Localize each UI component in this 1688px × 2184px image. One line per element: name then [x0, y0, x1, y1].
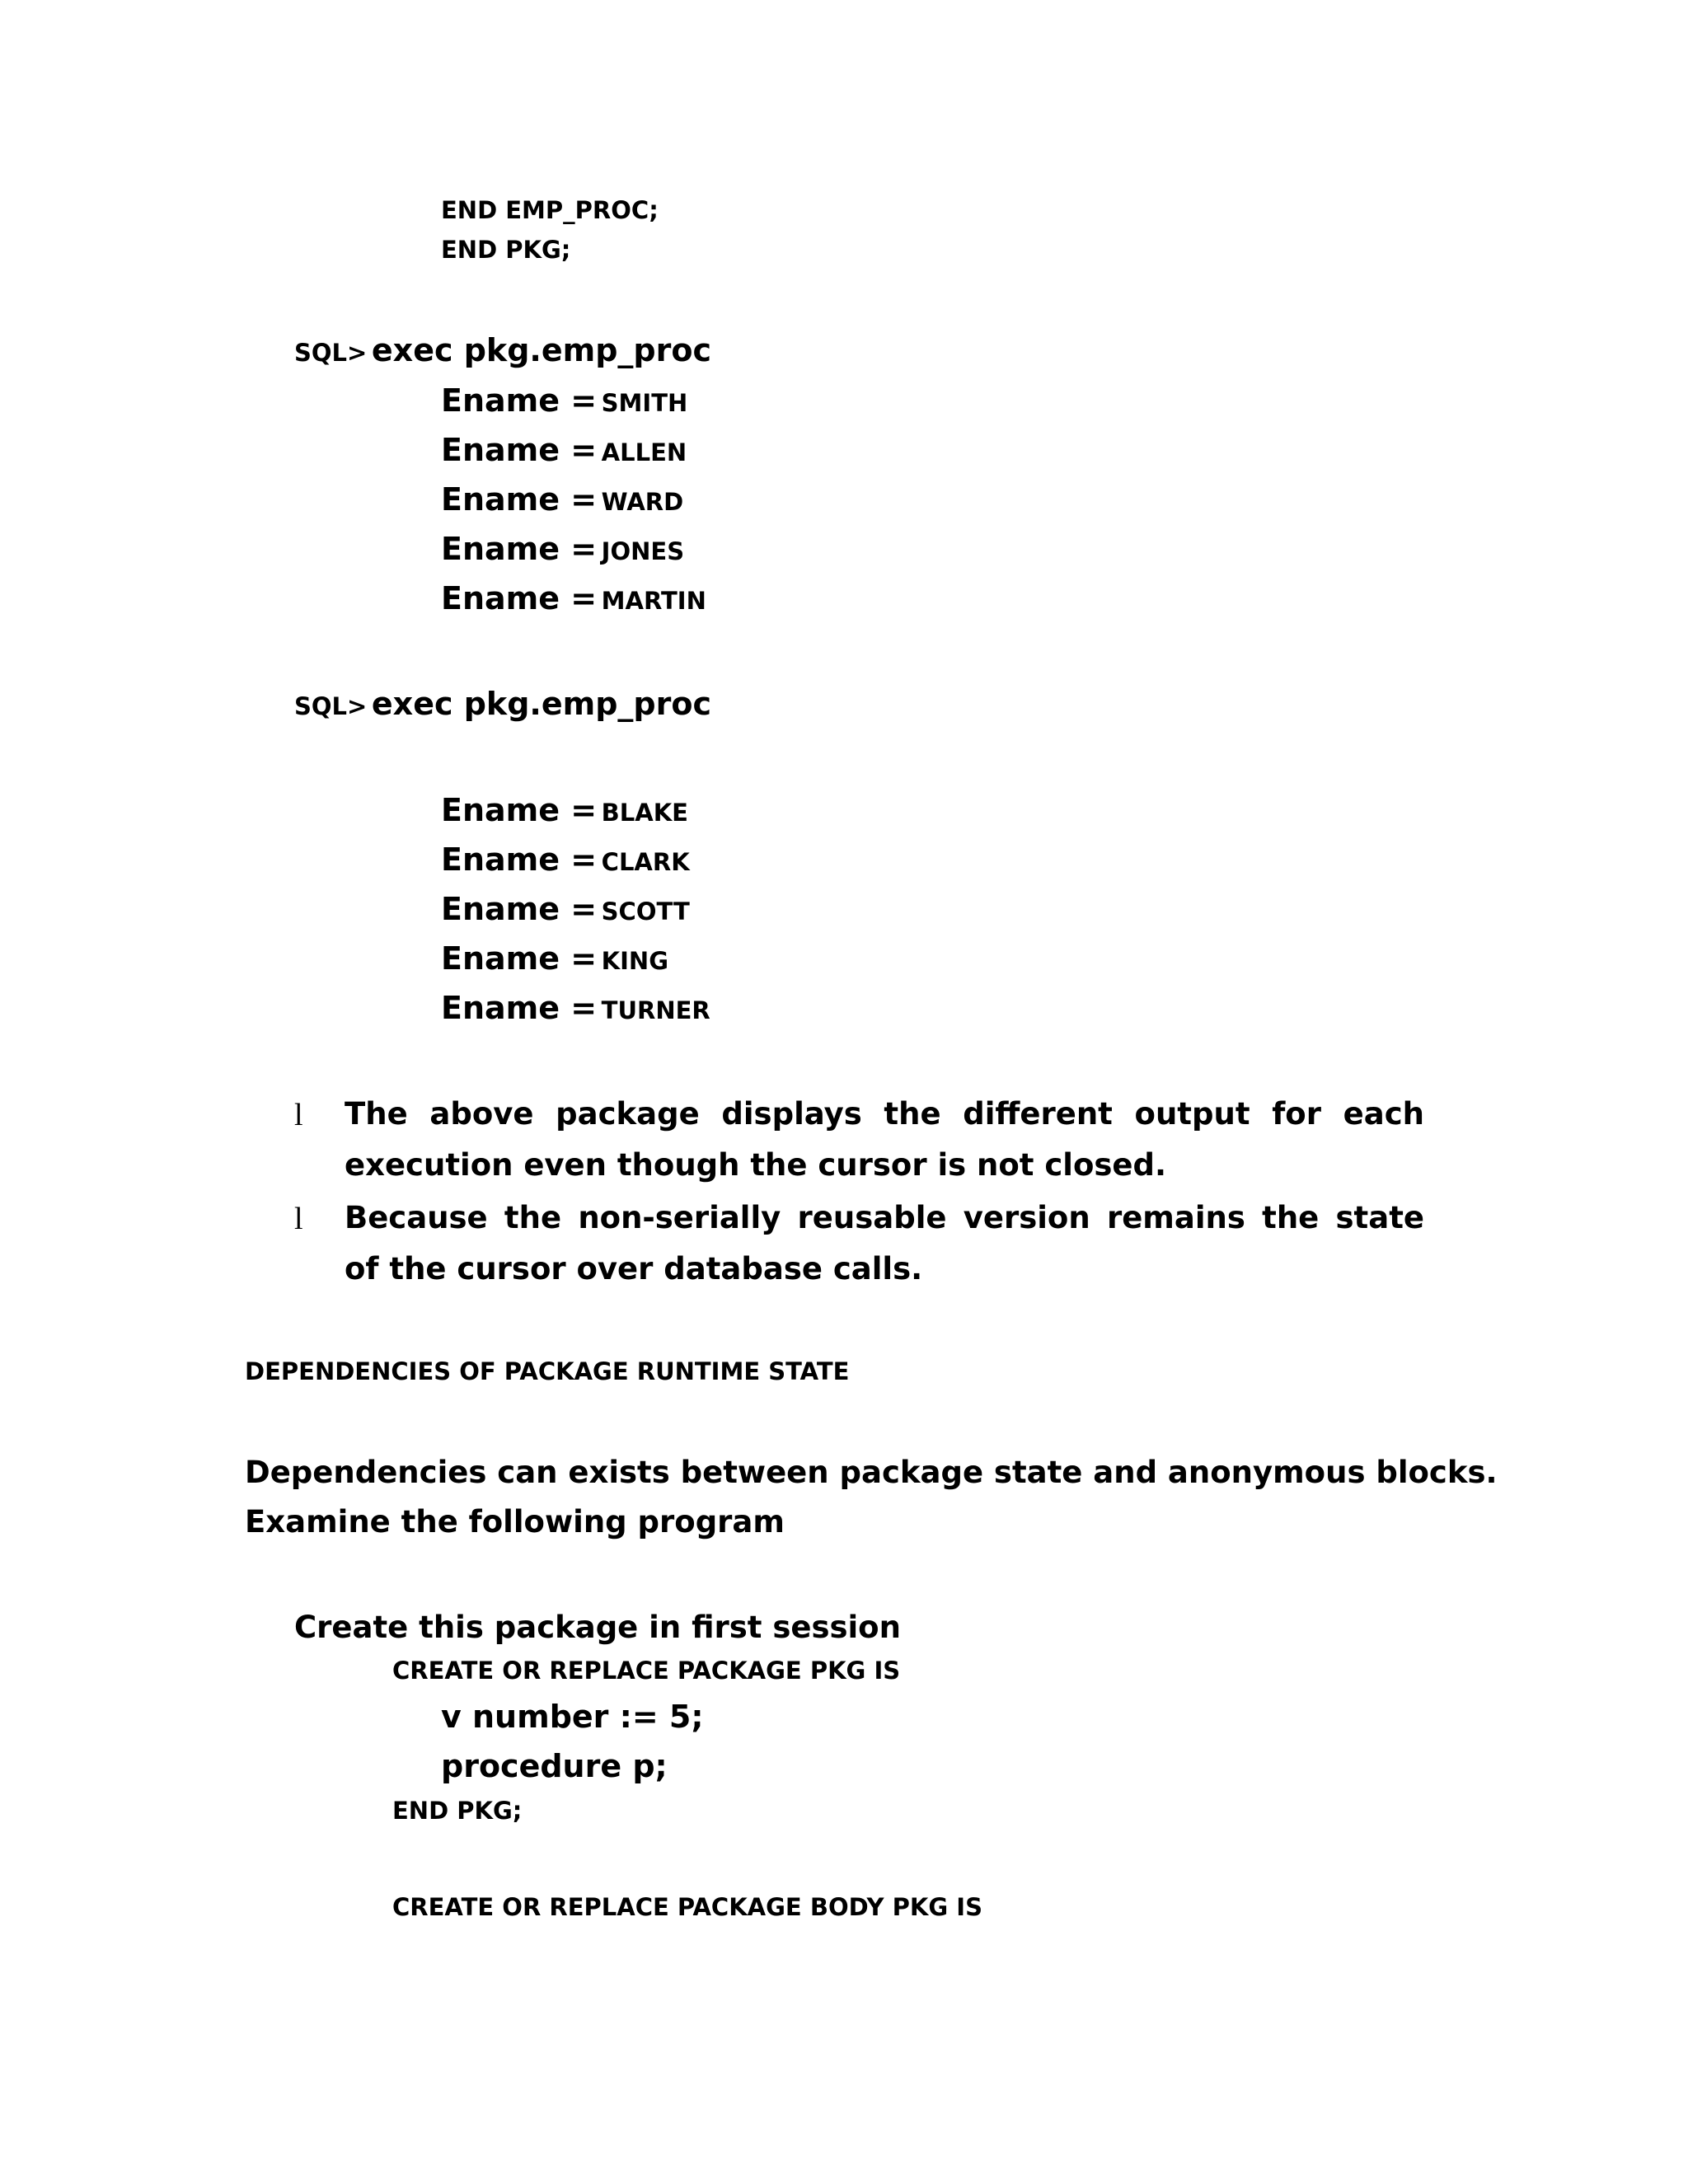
code-body-header: CREATE OR REPLACE PACKAGE BODY PKG IS	[392, 1893, 982, 1921]
output-label: Ename =	[441, 580, 598, 616]
code-spec-line: procedure p;	[441, 1748, 668, 1784]
output-row	[441, 893, 690, 925]
output-label: Ename =	[441, 891, 598, 927]
output-label: Ename =	[441, 432, 598, 468]
output-label: Ename =	[441, 990, 598, 1026]
intro-line: Examine the following program	[245, 1504, 785, 1540]
output-value: BLAKE	[601, 799, 688, 827]
section-heading: DEPENDENCIES OF PACKAGE RUNTIME STATE	[245, 1357, 850, 1385]
output-label: Ename =	[441, 940, 598, 977]
session-label: Create this package in first session	[294, 1610, 901, 1645]
bullet-marker: l	[294, 1202, 303, 1236]
sql-command-1	[294, 332, 711, 368]
output-row	[441, 382, 688, 419]
output-row	[441, 940, 669, 977]
output-value: MARTIN	[601, 587, 706, 615]
output-label: Ename =	[441, 481, 598, 518]
output-value: WARD	[601, 488, 684, 516]
output-label: Ename =	[441, 531, 598, 567]
sql-command-2	[294, 686, 711, 722]
output-label: Ename =	[441, 792, 598, 828]
output-row	[441, 992, 710, 1024]
output-value: CLARK	[601, 848, 690, 876]
output-value: SMITH	[601, 389, 688, 417]
intro-line: Dependencies can exists between package state and anonymous blocks.	[245, 1455, 1498, 1490]
code-line-end-emp-proc: END EMP_PROC;	[441, 196, 659, 224]
output-label: Ename =	[441, 382, 598, 419]
code-line-end-pkg: END PKG;	[441, 236, 571, 264]
output-row	[441, 841, 690, 878]
code-spec-line: v number := 5;	[441, 1699, 704, 1735]
code-spec-end: END PKG;	[392, 1797, 523, 1825]
output-row	[441, 481, 684, 518]
output-row	[441, 434, 687, 466]
sql-command-text: exec pkg.emp_proc	[371, 332, 711, 368]
output-value: ALLEN	[601, 438, 687, 466]
sql-prompt: SQL>	[294, 339, 368, 367]
output-value: SCOTT	[601, 898, 690, 926]
sql-command-text: exec pkg.emp_proc	[371, 686, 711, 722]
bullet-marker: l	[294, 1098, 303, 1132]
output-row	[441, 794, 688, 826]
output-value: JONES	[601, 537, 685, 565]
output-row	[441, 533, 684, 565]
sql-prompt: SQL>	[294, 692, 368, 720]
output-value: TURNER	[601, 996, 710, 1024]
code-spec-header: CREATE OR REPLACE PACKAGE PKG IS	[392, 1657, 901, 1685]
output-label: Ename =	[441, 841, 598, 878]
bullet-text: Because the non-serially reusable version remains the state of the cursor over database calls.	[345, 1200, 1424, 1286]
bullet-text: The above package displays the different output for each execution even though the cursor is not closed.	[345, 1096, 1424, 1183]
output-row	[441, 580, 706, 616]
output-value: KING	[601, 947, 669, 975]
